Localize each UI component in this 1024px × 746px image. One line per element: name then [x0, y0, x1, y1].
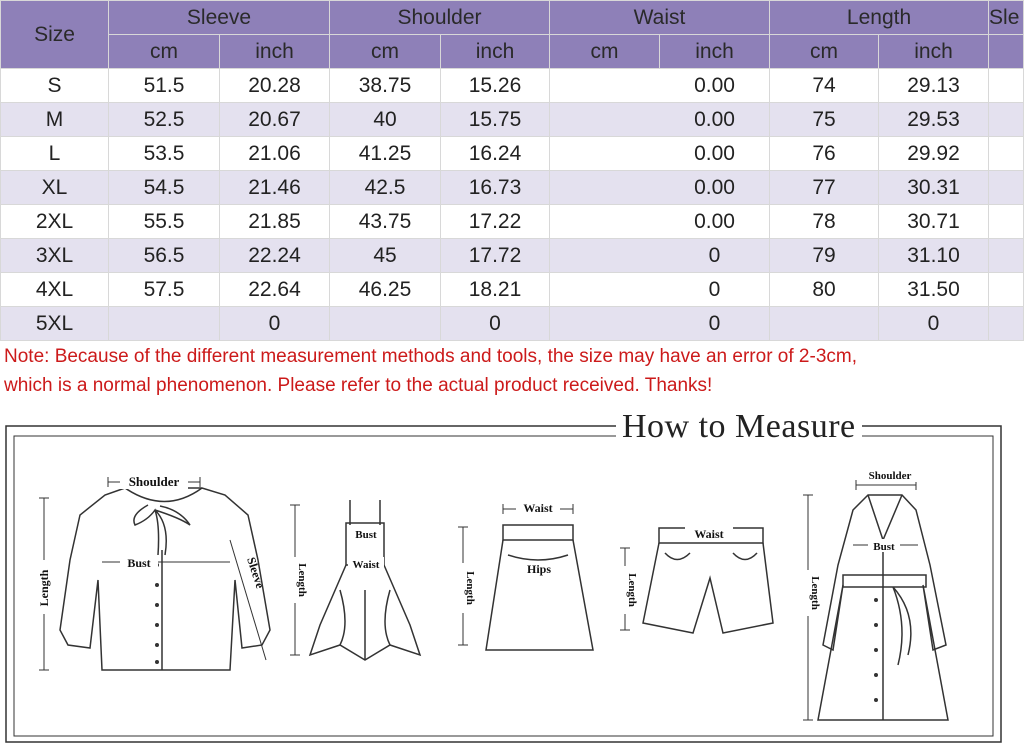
blouse-illustration [30, 470, 280, 685]
shoulder-label: Shoulder [868, 470, 912, 482]
unit-cell: inch [879, 35, 989, 69]
length-label: Length [809, 576, 821, 610]
table-cell: 45 [330, 239, 441, 273]
bust-label: Bust [873, 541, 895, 553]
size-cell: 2XL [1, 205, 109, 239]
waist-header: Waist [550, 1, 770, 35]
unit-cell: cm [109, 35, 220, 69]
table-cell: 0.00 [660, 69, 770, 103]
table-cell: 20.67 [220, 103, 330, 137]
size-cell: L [1, 137, 109, 171]
table-cell: 0.00 [660, 103, 770, 137]
table-cell: 78 [770, 205, 879, 239]
table-cell: 0 [660, 273, 770, 307]
length-label: Length [626, 573, 638, 607]
table-cell: 21.06 [220, 137, 330, 171]
size-cell: 4XL [1, 273, 109, 307]
unit-cell: cm [770, 35, 879, 69]
bust-label: Bust [355, 529, 377, 541]
table-cell: 75 [770, 103, 879, 137]
table-cell: 17.72 [441, 239, 550, 273]
bust-label: Bust [127, 556, 151, 570]
table-cell: 42.5 [330, 171, 441, 205]
unit-cell: cm [550, 35, 660, 69]
table-cell: 18.21 [441, 273, 550, 307]
table-cell: 52.5 [109, 103, 220, 137]
table-cell: 53.5 [109, 137, 220, 171]
note-line-1: Note: Because of the different measurement methods and tools, the size may have an error of 2-3cm, [4, 346, 857, 367]
size-cell: 3XL [1, 239, 109, 273]
how-to-measure-title: How to Measure [616, 408, 862, 446]
shoulder-header: Shoulder [330, 1, 550, 35]
table-cell: 55.5 [109, 205, 220, 239]
length-label: Length [464, 571, 476, 605]
table-cell: 54.5 [109, 171, 220, 205]
table-cell: 0 [660, 307, 770, 341]
table-cell: 17.22 [441, 205, 550, 239]
waist-label: Waist [523, 501, 553, 515]
table-cell: 0.00 [660, 171, 770, 205]
unit-cell: cm [330, 35, 441, 69]
size-header: Size [1, 1, 109, 69]
table-cell: 16.24 [441, 137, 550, 171]
size-cell: S [1, 69, 109, 103]
cut-off-header: Sle [989, 1, 1024, 35]
unit-cell: inch [441, 35, 550, 69]
size-cell: M [1, 103, 109, 137]
table-cell: 16.73 [441, 171, 550, 205]
table-cell: 20.28 [220, 69, 330, 103]
table-cell: 21.46 [220, 171, 330, 205]
shorts-illustration [615, 518, 775, 638]
table-cell: 29.13 [879, 69, 989, 103]
table-cell: 31.50 [879, 273, 989, 307]
hips-label: Hips [526, 562, 552, 576]
table-cell: 0 [441, 307, 550, 341]
waist-label: Waist [352, 559, 380, 571]
table-cell: 21.85 [220, 205, 330, 239]
table-cell: 0 [220, 307, 330, 341]
table-cell: 29.92 [879, 137, 989, 171]
sleeve-header: Sleeve [109, 1, 330, 35]
skirt-illustration [448, 495, 598, 660]
table-cell: 15.75 [441, 103, 550, 137]
table-cell: 31.10 [879, 239, 989, 273]
length-label: Length [296, 563, 308, 597]
size-cell: XL [1, 171, 109, 205]
table-cell: 57.5 [109, 273, 220, 307]
table-cell: 0 [879, 307, 989, 341]
table-cell: 38.75 [330, 69, 441, 103]
table-cell: 77 [770, 171, 879, 205]
sleeve-label: Sleeve [244, 555, 268, 591]
unit-cell: inch [220, 35, 330, 69]
dress-illustration [280, 495, 420, 665]
table-cell: 74 [770, 69, 879, 103]
table-cell: 56.5 [109, 239, 220, 273]
length-header: Length [770, 1, 989, 35]
table-cell: 29.53 [879, 103, 989, 137]
waist-label: Waist [694, 527, 724, 541]
table-cell: 30.31 [879, 171, 989, 205]
table-cell: 76 [770, 137, 879, 171]
table-cell: 0.00 [660, 205, 770, 239]
table-cell: 43.75 [330, 205, 441, 239]
note-line-2: which is a normal phenomenon. Please refer to the actual product received. Thanks! [4, 375, 713, 396]
shoulder-label: Shoulder [128, 474, 180, 489]
table-cell: 22.24 [220, 239, 330, 273]
table-cell: 40 [330, 103, 441, 137]
table-cell: 15.26 [441, 69, 550, 103]
table-cell: 41.25 [330, 137, 441, 171]
table-cell: 22.64 [220, 273, 330, 307]
table-cell: 46.25 [330, 273, 441, 307]
size-cell: 5XL [1, 307, 109, 341]
coat-illustration [798, 465, 973, 735]
table-cell: 79 [770, 239, 879, 273]
table-cell: 0.00 [660, 137, 770, 171]
table-cell: 30.71 [879, 205, 989, 239]
length-label: Length [37, 569, 51, 607]
table-cell: 51.5 [109, 69, 220, 103]
unit-cell: inch [660, 35, 770, 69]
table-cell: 0 [660, 239, 770, 273]
table-cell: 80 [770, 273, 879, 307]
